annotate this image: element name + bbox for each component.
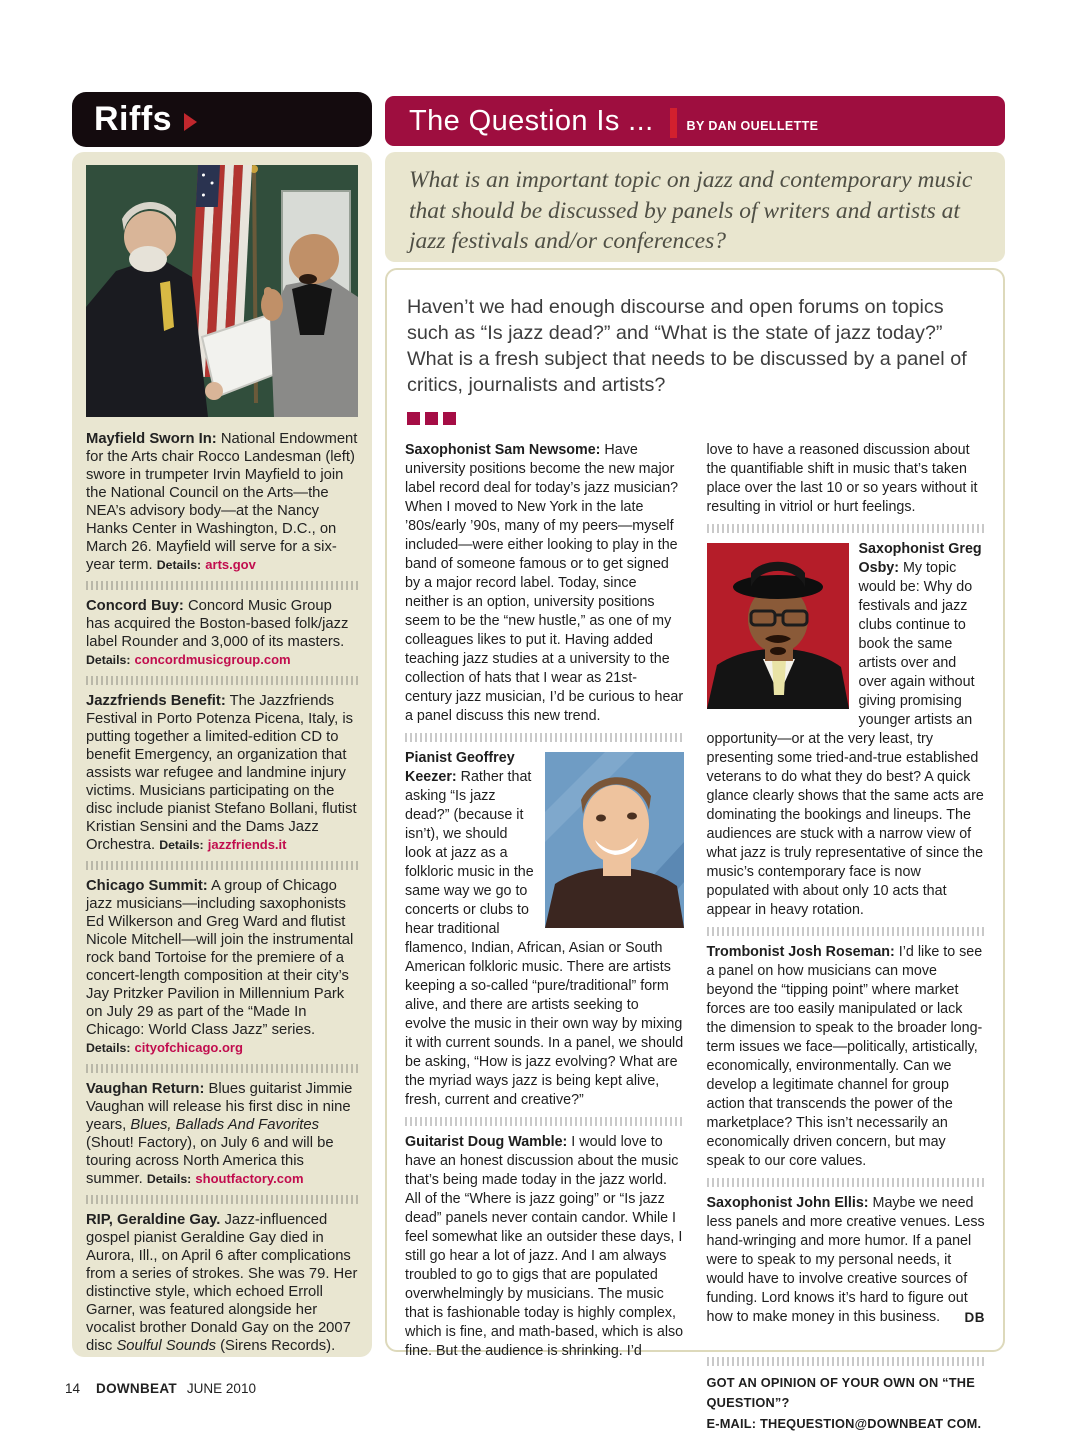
note-line: E-MAIL: THEQUESTION@DOWNBEAT COM. — [706, 1415, 982, 1431]
riff-lead: Concord Buy: — [86, 598, 184, 614]
response-osby — [707, 540, 986, 920]
details-label: Details: — [156, 558, 202, 572]
osby-photo-illustration — [707, 543, 849, 709]
mayfield-photo-illustration — [86, 165, 358, 417]
divider — [86, 581, 358, 590]
riff-lead: Mayfield Sworn In: — [86, 431, 217, 447]
details-label: Details: — [86, 653, 131, 667]
response-wamble-continued — [707, 441, 986, 517]
riff-text: (Sirens Records). — [215, 1338, 336, 1354]
question-answers-box — [385, 268, 1005, 1431]
response-lead: Saxophonist John Ellis: — [706, 1195, 869, 1211]
response-lead: Saxophonist Sam Newsome: — [405, 442, 601, 458]
osby-photo — [707, 543, 849, 709]
divider — [86, 676, 358, 685]
question-prompt-box — [385, 152, 1005, 262]
riff-text: Jazz-influenced gospel pianist Geraldine Gay died in Aurora, Ill., on April 6 after complications from a series of strokes. She was 79. Her distinctive style, which echoed Erroll Garner, was featured alongside her vocalist brother Donald Gay on the 2007 disc — [86, 1212, 358, 1354]
riff-text: The Jazzfriends Festival in Porto Potenza Picena, Italy, is putting together a limited-edition CD to benefit Emergency, an organization that assists war refugee and landmine injury victims. Musicians participating on the disc include pianist Stefano Bollani, flutist Kristian Sensini and the Dams Jazz Orchestra. — [86, 693, 357, 853]
response-text: Have university positions become the new major label record deal for today’s jazz musician? When I moved to New York in the late ’80s/early ’90s, many of my peers—myself included—were either looking to play in the band of someone famous or to get signed by a major record label. Today, since neither is an option, university positions seem to be the “new hustle,” as one of my colleagues likes to put it. Having added teaching jazz studies at a university to the collection of hats that I wear as 21st-century jazz musician, I’d be curious to hear a panel discuss this new trend. — [405, 442, 684, 724]
question-prompt-text: What is an important topic on jazz and contemporary music that should be discussed by panels of writers and artists at jazz festivals and/or conferences? — [409, 167, 973, 255]
riff-text: A group of Chicago jazz musicians—including saxophonists Ed Wilkerson and Greg Ward and flutist Nicole Mitchell—will join the instrumental rock band Tortoise for the premiere of a concert-length composition at their city’s Jay Pritzker Pavilion in Millennium Park on July 29 as part of the “Made In Chicago: World Class Jazz” series. — [86, 878, 354, 1038]
byline-separator-bar — [670, 108, 677, 138]
divider — [707, 927, 986, 936]
divider — [707, 1357, 986, 1366]
page-number: 14 — [65, 1381, 81, 1396]
riff-link-concord[interactable]: concordmusicgroup.com — [134, 652, 291, 667]
riff-text: National Endowment for the Arts chair Rocco Landesman (left) swore in trumpeter Irvin Mayfield to join the National Council on the Arts—the NEA’s advisory body—at the Nancy Hanks Center in Washington, D.C., on March 26. Mayfield will serve for a six-year term. — [86, 431, 358, 573]
response-lead: Trombonist Josh Roseman: — [706, 944, 895, 960]
riff-item-concord — [86, 597, 358, 669]
issue-date: JUNE 2010 — [186, 1381, 256, 1396]
riff-link-shoutfactory[interactable]: shoutfactory.com — [195, 1171, 304, 1186]
response-text: My topic would be: Why do festivals and jazz clubs continue to book the same artists over and over again without giving promising younger artists an opportunity—or at the very least, try presenting some tried-and-true established veterans to do what they do best? A quick glance clearly shows that the same acts are dominating the bookings and lineups. The audiences are stuck with a narrow view of what jazz is truly representative of since the music’s contemporary face is now populated with about only 10 acts that appear in heavy rotation. — [706, 560, 984, 918]
db-end-mark: DB — [964, 1310, 985, 1325]
response-text: Rather that asking “Is jazz dead?” (because it isn’t), we should look at jazz as a folkloric music in the same way we go to concerts or clubs to hear traditional flamenco, Indian, African, Asian or South American folkloric music. There are artists keeping a so-called “pure/traditional” form alive, and there are artists seeking to evolve the music in their own way by mixing it with current sounds. In a panel, we should be asking, “How is jazz evolving? What are the myriad ways jazz is being kept alive, fresh, current and creative?” — [405, 769, 684, 1108]
section-marker-squares — [407, 412, 983, 425]
reader-opinion-note — [707, 1373, 986, 1434]
details-label: Details: — [86, 1041, 131, 1055]
riff-item-geraldine-gay — [86, 1211, 358, 1355]
riffs-title: Riffs — [94, 100, 173, 138]
magazine-name: DOWNBEAT — [96, 1381, 177, 1396]
riffs-arrow-icon — [184, 113, 197, 131]
riff-link-cityofchicago[interactable]: cityofchicago.org — [134, 1040, 243, 1055]
riff-lead: Jazzfriends Benefit: — [86, 693, 226, 709]
riffs-section-header — [72, 92, 372, 147]
riff-link-jazzfriends[interactable]: jazzfriends.it — [207, 837, 287, 852]
note-line: GOT AN OPINION OF YOUR OWN ON “THE QUESTION”? — [706, 1375, 975, 1411]
question-intro-text: Haven’t we had enough discourse and open forums on topics such as “Is jazz dead?” and “What is the state of jazz today?” What is a fresh subject that needs to be discussed by a panel of critics, journalists and artists? — [407, 296, 967, 396]
divider — [405, 1117, 684, 1126]
response-text: Maybe we need less panels and more creative venues. Less hand-wringing and more humor. If a panel were to speak to my personal needs, it would have to involve creative sources of funding. Lord knows it’s hard to figure out how to make money in this business. — [706, 1195, 985, 1325]
divider — [86, 1064, 358, 1073]
response-wamble — [405, 1133, 684, 1361]
riff-item-vaughan — [86, 1080, 358, 1188]
riff-item-chicago-summit — [86, 877, 358, 1057]
square-icon — [425, 412, 438, 425]
riff-text-italic: Soulful Sounds — [116, 1338, 216, 1354]
riff-text: (Shout! Factory), on July 6 and will be touring across North America this summer. — [86, 1135, 334, 1187]
square-icon — [443, 412, 456, 425]
riffs-column — [72, 152, 372, 1357]
riff-lead: Chicago Summit: — [86, 878, 208, 894]
riff-lead: Vaughan Return: — [86, 1081, 205, 1097]
question-title: The Question Is ... — [409, 104, 654, 137]
square-icon — [407, 412, 420, 425]
riff-text-italic: Blues, Ballads And Favorites — [130, 1117, 320, 1133]
response-text: I’d like to see a panel on how musicians can move beyond the “tipping point” where market forces are too easily manipulated or lack the dimension to speak to the broader long-term issues we face—politically, artistically, economically, environmentally. Can we develop a legitimate channel for group action that transcends the power of the marketplace? This isn’t necessarily an economically driven concern, but may speak to our core values. — [706, 944, 983, 1169]
response-lead: Guitarist Doug Wamble: — [405, 1134, 568, 1150]
details-label: Details: — [146, 1172, 192, 1186]
keezer-photo — [545, 752, 684, 928]
riff-item-jazzfriends — [86, 692, 358, 854]
details-label: Details: — [159, 838, 204, 852]
response-keezer — [405, 749, 684, 1110]
response-newsome — [405, 441, 684, 726]
response-lead: Saxophonist Greg Osby: — [858, 541, 982, 576]
response-text: love to have a reasoned discussion about the quantifiable shift in music that’s taken place over the last 10 or so years without it resulting in vitriol or hurt feelings. — [706, 442, 978, 515]
divider — [707, 1178, 986, 1187]
divider — [86, 1195, 358, 1204]
response-lead: Pianist Geoffrey Keezer: — [405, 750, 515, 785]
riff-lead: RIP, Geraldine Gay. — [86, 1212, 221, 1228]
divider — [86, 861, 358, 870]
response-roseman — [707, 943, 986, 1171]
keezer-photo-illustration — [545, 752, 684, 928]
riff-link-artsgov[interactable]: arts.gov — [205, 557, 256, 572]
answers-column-2 — [707, 441, 986, 1434]
answers-column-1 — [405, 441, 684, 1434]
riff-item-mayfield — [86, 430, 358, 574]
mayfield-swearing-in-photo — [86, 165, 358, 417]
response-ellis — [707, 1194, 986, 1327]
riff-text: Concord Music Group has acquired the Boston-based folk/jazz label Rounder and 3,000 of its masters. — [86, 598, 349, 650]
divider — [405, 733, 684, 742]
riff-text: Blues guitarist Jimmie Vaughan will release his first disc in nine years, — [86, 1081, 353, 1133]
question-section-header — [385, 96, 1005, 146]
page-footer — [65, 1381, 256, 1396]
divider — [707, 524, 986, 533]
question-byline: BY DAN OUELLETTE — [686, 119, 819, 133]
answers-columns — [403, 441, 987, 1434]
response-text: I would love to have an honest discussion about the music that’s being made today in the jazz world. All of the “Where is jazz going” or “Is jazz dead” panels never contain candor. While I feel somewhat like an outsider these days, I still go hear a lot of jazz. And I am always troubled to go to gigs that are populated overwhelmingly by musicians. The music that is fashionable today is highly complex, which is fine, and math-based, which is also fine. But the audience is shrinking. I’d — [405, 1134, 684, 1359]
